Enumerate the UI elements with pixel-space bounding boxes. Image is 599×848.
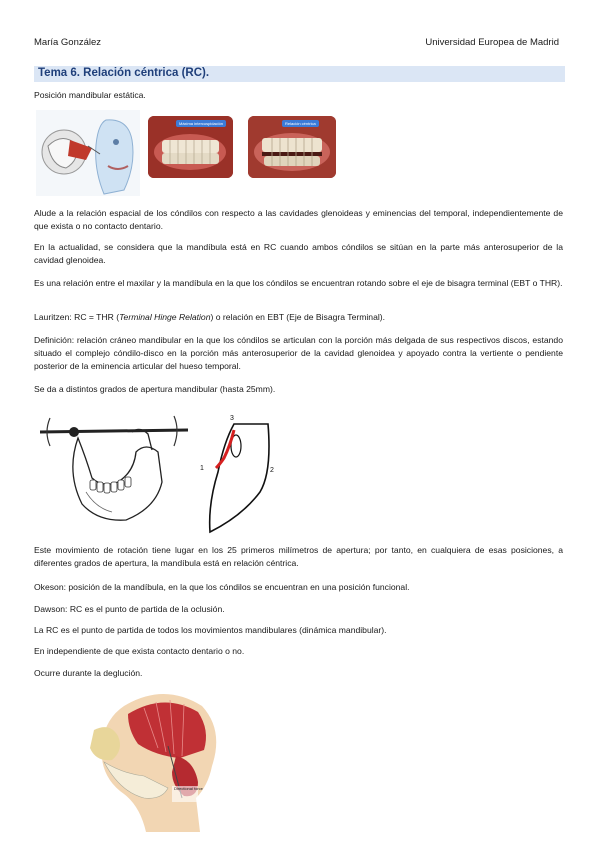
condyle-path-diagram — [198, 412, 280, 536]
lauritzen-post: ) o relación en EBT (Eje de Bisagra Terminal). — [210, 312, 386, 322]
mandible-hinge-drawing — [36, 412, 192, 532]
lauritzen-term: Terminal Hinge Relation — [119, 312, 211, 322]
tmj-illustration — [36, 110, 140, 196]
lauritzen-pre: Lauritzen: RC = THR ( — [34, 312, 120, 322]
head-force-tag: Directional force — [174, 786, 203, 791]
photo-centric-relation — [248, 116, 336, 178]
paragraph-spatial-relation: Alude a la relación espacial de los cóndilos con respecto a las cavidades glenoideas y eminencias del temporal, independientemente de que exista o no contacto dentario. — [34, 208, 563, 231]
diagram-label-3: 3 — [230, 415, 234, 422]
paragraph-starting-point: La RC es el punto de partida de todos los movimientos mandibulares (dinámica mandibular). — [34, 625, 387, 635]
paragraph-current-view: En la actualidad, se considera que la mandíbula está en RC cuando ambos cóndilos se sitúan en la parte más anterosuperior de la cavidad glenoidea. — [34, 242, 563, 265]
author-name: María González — [34, 37, 102, 48]
paragraph-rotation-movement: Este movimiento de rotación tiene lugar en los 25 primeros milímetros de apertura; por tanto, en cualquiera de esas posiciones, a diferentes grados de apertura, la mandíbula está en relación céntrica. — [34, 545, 563, 568]
paragraph-dawson: Dawson: RC es el punto de partida de la oclusión. — [34, 604, 225, 614]
photo-max-intercuspidation — [148, 116, 233, 178]
paragraph-okeson: Okeson: posición de la mandíbula, en la que los cóndilos se encuentran en una posición funcional. — [34, 582, 410, 592]
section-title: Tema 6. Relación céntrica (RC). — [38, 67, 210, 79]
photo1-tag: Máxima intercuspidación — [176, 120, 226, 127]
diagram-label-2: 2 — [270, 467, 274, 474]
paragraph-static-position: Posición mandibular estática. — [34, 90, 146, 100]
head-anatomy-illustration — [84, 686, 234, 836]
photo2-tag: Relación céntrica — [282, 120, 319, 127]
paragraph-hinge-axis: Es una relación entre el maxilar y la mandíbula en la que los cóndilos se encuentran rotando sobre el eje de bisagra terminal (EBT o THR). — [34, 278, 563, 288]
paragraph-dental-contact: En independiente de que exista contacto dentario o no. — [34, 646, 245, 656]
paragraph-definition: Definición: relación cráneo mandibular en la que los cóndilos se articulan con la porción más delgada de sus respectivos discos, estando situado el complejo cóndilo-disco en la porción más anterosuperior de la cavidad glenoidea y apoyado contra la vertiente o pendiente posterior de la eminencia articular del hueso temporal. — [34, 335, 563, 371]
section-title-bar — [34, 66, 565, 82]
paragraph-lauritzen — [34, 311, 563, 324]
paragraph-opening-degrees: Se da a distintos grados de apertura mandibular (hasta 25mm). — [34, 384, 276, 394]
diagram-label-1: 1 — [200, 465, 204, 472]
paragraph-swallowing: Ocurre durante la deglución. — [34, 668, 143, 678]
university-name: Universidad Europea de Madrid — [425, 37, 559, 48]
